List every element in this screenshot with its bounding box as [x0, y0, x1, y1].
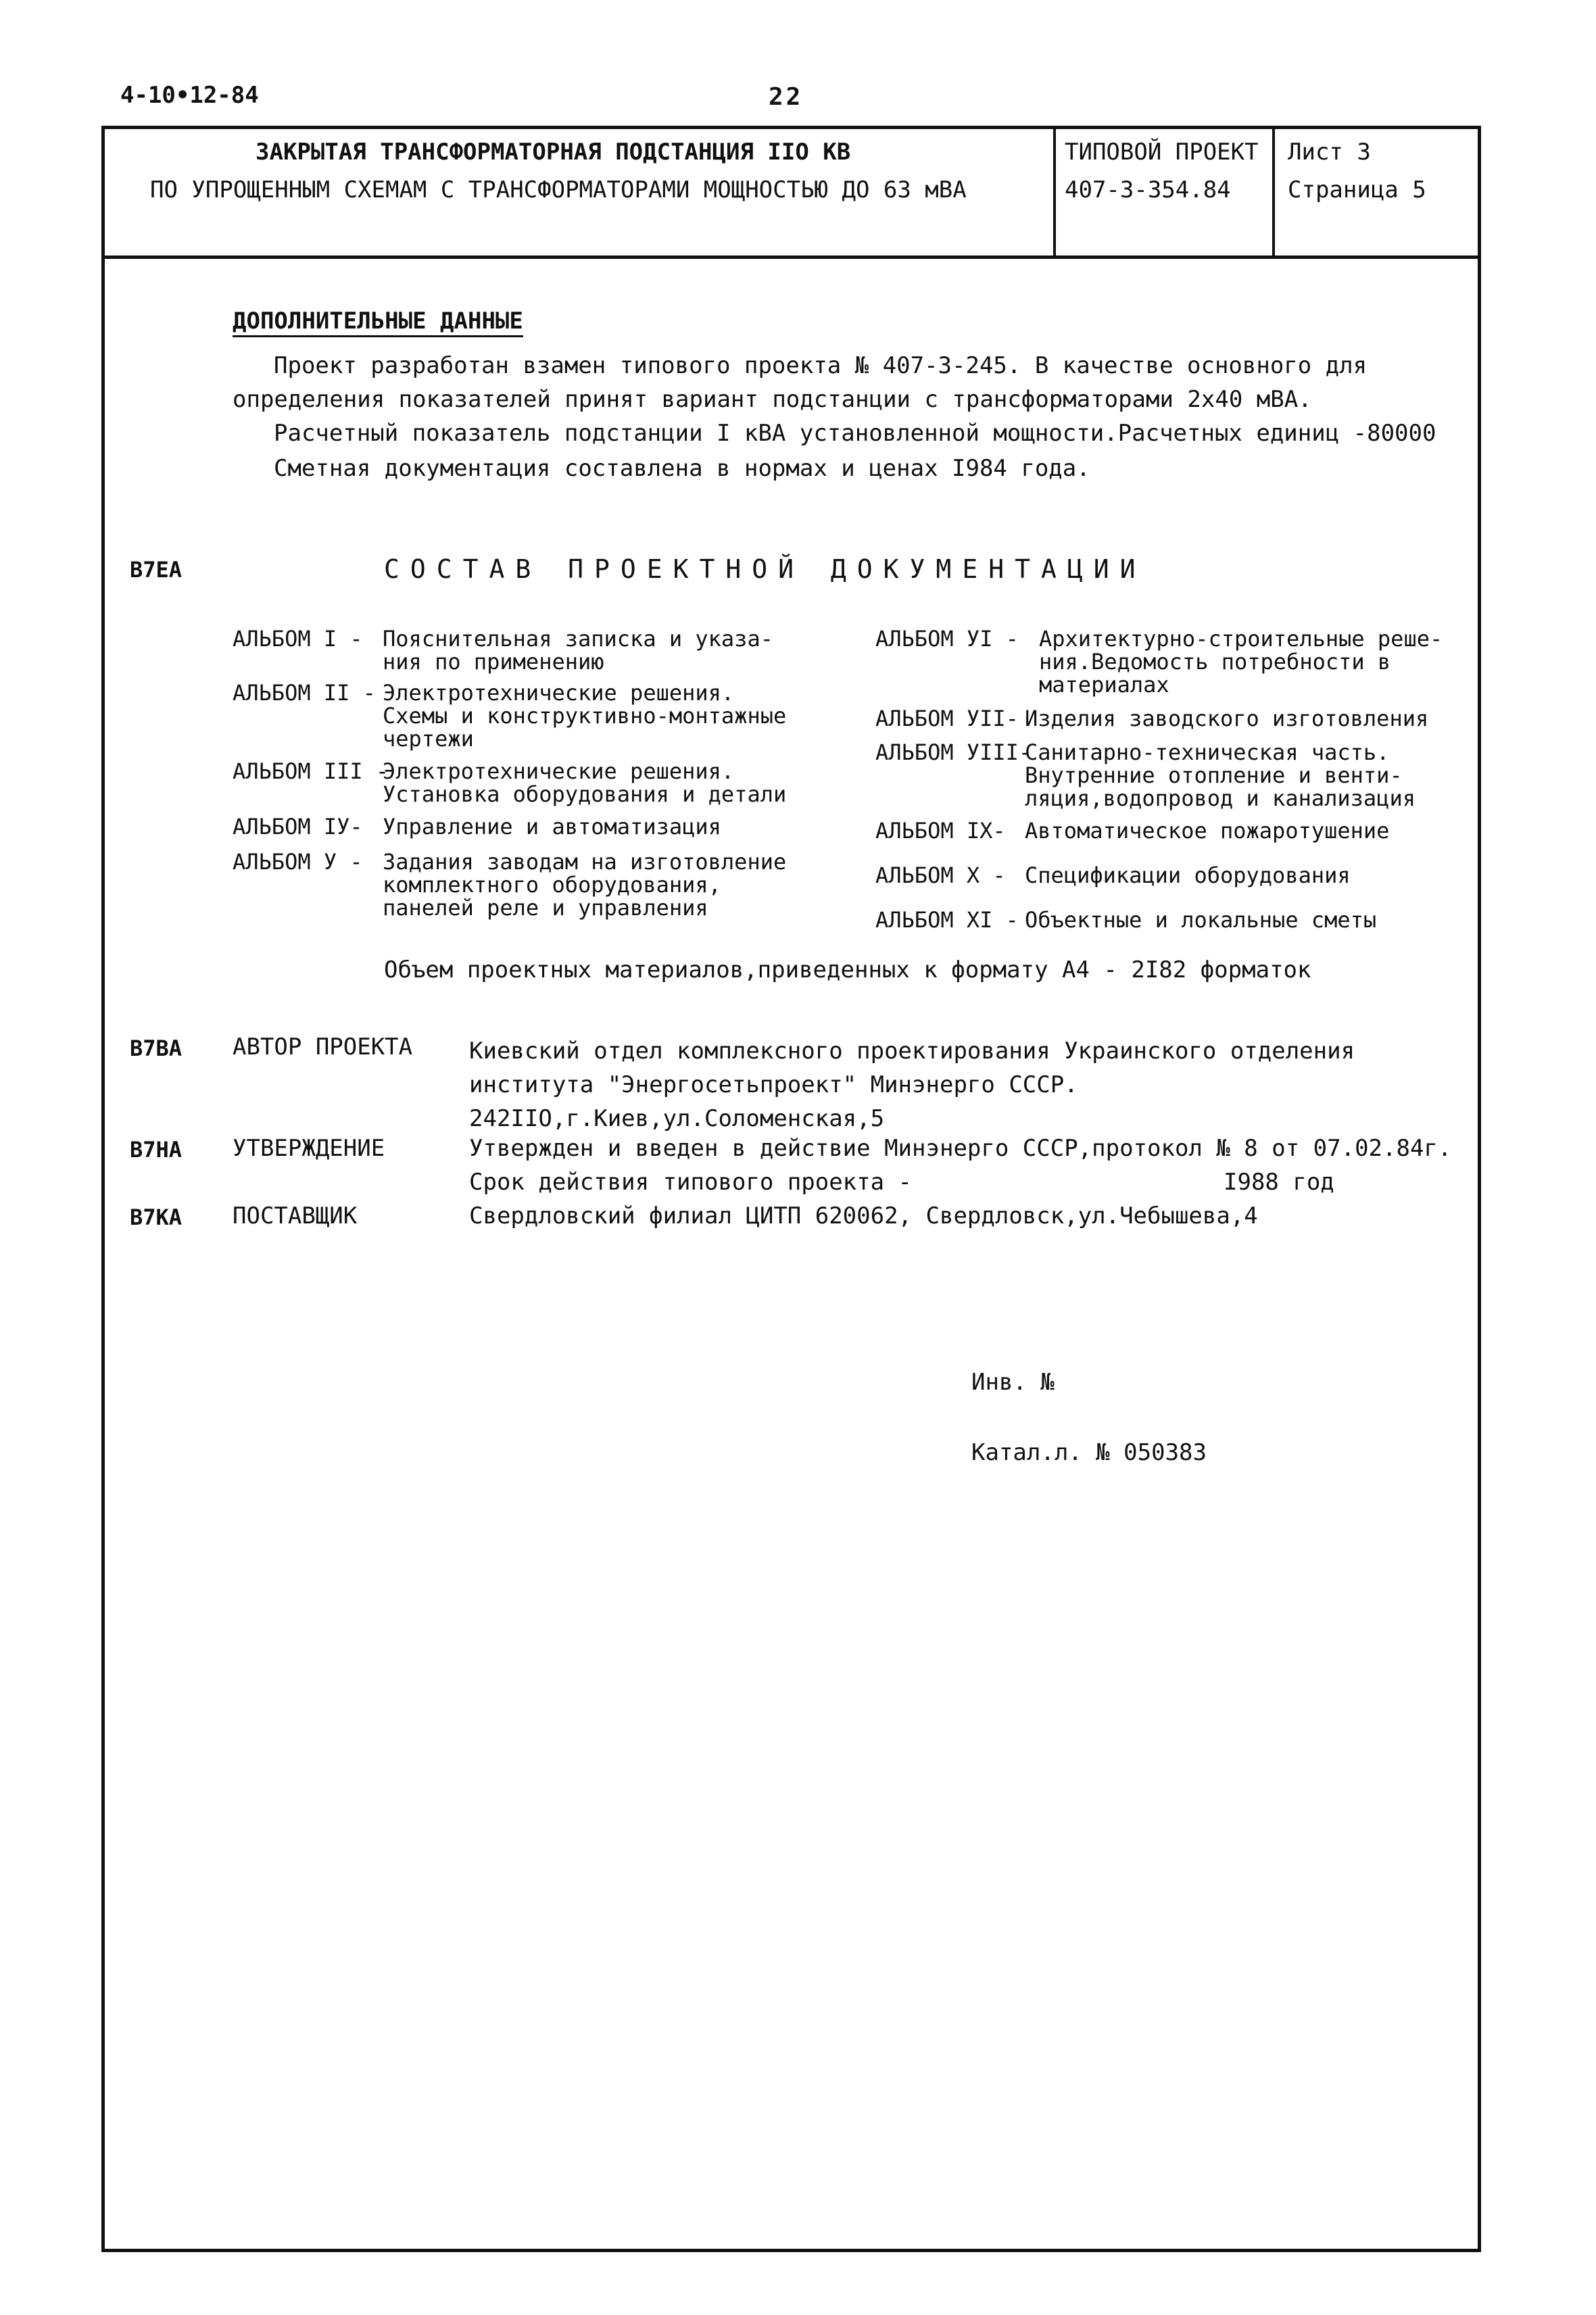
record-code: В7НА: [130, 1137, 183, 1163]
additional-heading: ДОПОЛНИТЕЛЬНЫЕ ДАННЫЕ: [233, 308, 523, 337]
album-label: АЛЬБОМ II -: [233, 680, 376, 706]
catalog-number: Катал.л. № 050383: [971, 1439, 1207, 1466]
composition-heading: СОСТАВ ПРОЕКТНОЙ ДОКУМЕНТАЦИИ: [384, 554, 1146, 584]
additional-line-4: Сметная документация составлена в нормах и ценах I984 года.: [274, 455, 1090, 482]
album-label: АЛЬБОМ IУ-: [233, 814, 363, 839]
record-code: В7ВА: [130, 1035, 183, 1061]
album-label: АЛЬБОМ X -: [875, 862, 1006, 888]
record-text: Киевский отдел комплексного проектирования Украинского отделения института "Энергосетьпроект" Минэнерго СССР. 242IIO,г.Киев,ул.Соломенская,5: [469, 1038, 1355, 1132]
record-text: Срок действия типового проекта -: [469, 1169, 913, 1196]
record-label: УТВЕРЖДЕНИЕ: [233, 1135, 385, 1162]
title-block-separator-2: [1272, 126, 1275, 258]
album-description: Задания заводам на изготовление комплектного оборудования, панелей реле и управления: [383, 849, 787, 921]
album-description: Архитектурно-строительные реше- ния.Ведомость потребности в материалах: [1039, 626, 1443, 698]
album-label: АЛЬБОМ IX-: [875, 818, 1006, 844]
album-description: Санитарно-техническая часть. Внутренние отопление и венти- ляция,водопровод и канализация: [1025, 739, 1416, 811]
album-label: АЛЬБОМ УIII-: [875, 739, 1032, 765]
album-label: АЛЬБОМ УII-: [875, 706, 1019, 731]
record-text: Свердловский филиал ЦИТП 620062, Свердловск,ул.Чебышева,4: [469, 1202, 1258, 1229]
title-line-2: ПО УПРОЩЕННЫМ СХЕМАМ С ТРАНСФОРМАТОРАМИ МОЩНОСТЬЮ ДО 63 мВА: [150, 176, 967, 203]
album-label: АЛЬБОМ III -: [233, 758, 389, 784]
album-description: Пояснительная записка и указа- ния по применению: [383, 626, 773, 675]
album-description: Электротехнические решения. Установка оборудования и детали: [383, 758, 787, 807]
title-block-separator-1: [1053, 126, 1056, 258]
page-index: Страница 5: [1288, 176, 1426, 203]
record-label: АВТОР ПРОЕКТА: [233, 1033, 413, 1061]
project-label: ТИПОВОЙ ПРОЕКТ: [1065, 139, 1259, 166]
album-label: АЛЬБОМ У -: [233, 849, 363, 875]
album-label: АЛЬБОМ УI -: [875, 626, 1019, 652]
additional-line-2: определения показателей принят вариант подстанции с трансформаторами 2х40 мВА.: [233, 386, 1312, 413]
album-label: АЛЬБОМ I -: [233, 626, 363, 652]
additional-line-3: Расчетный показатель подстанции I кВА установленной мощности.Расчетных единиц -80000: [274, 420, 1436, 447]
doc-code: 4-10•12-84: [120, 82, 259, 109]
album-description: Объектные и локальные сметы: [1025, 907, 1377, 933]
sheet-number: Лист 3: [1288, 139, 1371, 166]
record-text: Утвержден и введен в действие Минэнерго СССР,протокол № 8 от 07.02.84г.: [469, 1135, 1452, 1162]
title-line-1: ЗАКРЫТАЯ ТРАНСФОРМАТОРНАЯ ПОДСТАНЦИЯ IIO КВ: [256, 139, 851, 166]
page-number: 22: [769, 83, 804, 111]
album-description: Спецификации оборудования: [1025, 862, 1351, 888]
inventory-number: Инв. №: [971, 1369, 1055, 1396]
album-label: АЛЬБОМ XI -: [875, 907, 1019, 933]
album-description: Электротехнические решения. Схемы и конструктивно-монтажные чертежи: [383, 680, 787, 752]
album-description: Управление и автоматизация: [383, 814, 721, 839]
volume-line: Объем проектных материалов,приведенных к формату А4 - 2I82 форматок: [384, 956, 1311, 983]
additional-line-1: Проект разработан взамен типового проекта № 407-3-245. В качестве основного для: [274, 352, 1368, 379]
composition-code: В7ЕА: [130, 557, 183, 583]
album-description: Автоматическое пожаротушение: [1025, 818, 1390, 844]
record-code: В7КА: [130, 1204, 183, 1230]
project-number: 407-3-354.84: [1065, 176, 1231, 203]
record-label: ПОСТАВЩИК: [233, 1202, 358, 1229]
album-description: Изделия заводского изготовления: [1025, 706, 1429, 731]
record-text: I988 год: [1224, 1169, 1334, 1196]
